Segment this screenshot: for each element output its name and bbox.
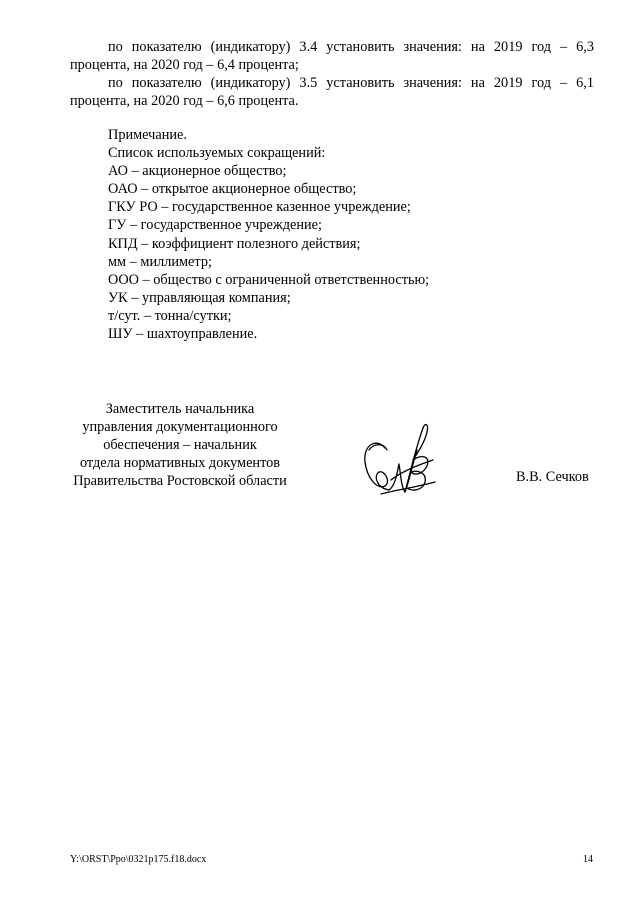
abbreviation-item: ГУ – государственное учреждение; [108, 217, 322, 234]
footer-file-path: Y:\ORST\Ppo\0321p175.f18.docx [70, 854, 207, 865]
abbreviations-note [108, 126, 429, 343]
abbreviation-item: т/сут. – тонна/сутки; [108, 307, 232, 324]
signatory-name: В.В. Сечков [516, 469, 589, 485]
abbreviation-item: АО – акционерное общество; [108, 163, 287, 180]
abbreviation-item: УК – управляющая компания; [108, 289, 291, 306]
abbreviation-item: ШУ – шахтоуправление. [108, 326, 258, 343]
paragraph-indicator-3-4: по показателю (индикатору) 3.4 установить значения: на 2019 год – 6,3 процента, на 2020 год – 6,4 процента; [70, 39, 594, 73]
signatory-position [60, 400, 300, 490]
handwritten-signature [355, 420, 445, 500]
abbreviation-item: КПД – коэффициент полезного действия; [108, 235, 361, 252]
position-line: обеспечения – начальник [103, 437, 257, 453]
page-number: 14 [583, 854, 593, 865]
position-line: Правительства Ростовской области [73, 473, 287, 489]
position-line: управления документационного [82, 419, 278, 435]
abbreviation-item: мм – миллиметр; [108, 253, 212, 270]
paragraph-indicator-3-5: по показателю (индикатору) 3.5 установить значения: на 2019 год – 6,1 процента, на 2020 год – 6,6 процента. [70, 75, 594, 109]
note-intro: Список используемых сокращений: [108, 145, 326, 162]
abbreviation-item: ООО – общество с ограниченной ответственностью; [108, 271, 430, 288]
abbreviation-item: ГКУ РО – государственное казенное учреждение; [108, 199, 411, 216]
abbreviation-item: ОАО – открытое акционерное общество; [108, 181, 357, 198]
position-line: отдела нормативных документов [79, 455, 281, 471]
position-line: Заместитель начальника [105, 401, 255, 417]
note-heading: Примечание. [108, 127, 187, 143]
